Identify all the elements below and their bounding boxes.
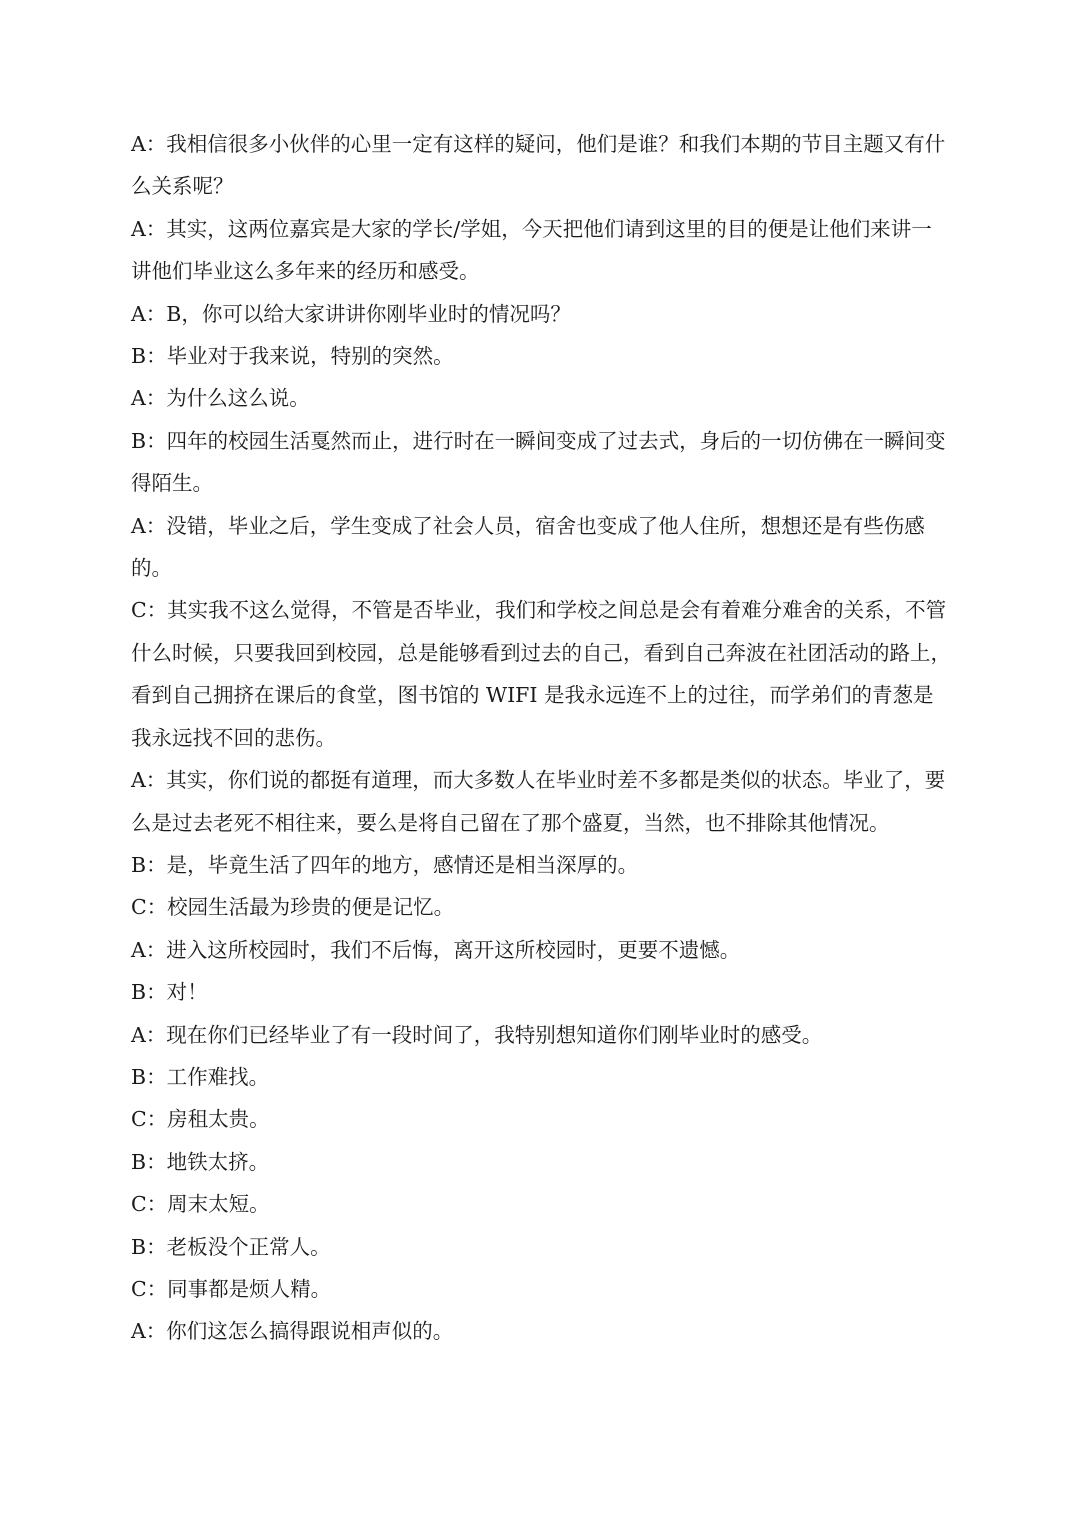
dialogue-line: A：你们这怎么搞得跟说相声似的。 bbox=[131, 1319, 454, 1344]
dialogue-body bbox=[131, 123, 951, 1353]
dialogue-line: C：同事都是烦人精。 bbox=[131, 1276, 332, 1301]
dialogue-line: A：现在你们已经毕业了有一段时间了，我特别想知道你们刚毕业时的感受。 bbox=[131, 1022, 823, 1047]
dialogue-line: A：其实，你们说的都挺有道理，而大多数人在毕业时差不多都是类似的状态。毕业了，要么是过去老死不相往来，要么是将自己留在了那个盛夏，当然，也不排除其他情况。 bbox=[131, 768, 946, 835]
dialogue-line: A：其实，这两位嘉宾是大家的学长/学姐，今天把他们请到这里的目的便是让他们来讲一讲他们毕业这么多年来的经历和感受。 bbox=[131, 216, 932, 284]
dialogue-line: A：没错，毕业之后，学生变成了社会人员，宿舍也变成了他人住所，想想还是有些伤感的。 bbox=[131, 513, 925, 581]
dialogue-line: B：四年的校园生活戛然而止，进行时在一瞬间变成了过去式，身后的一切仿佛在一瞬间变得陌生。 bbox=[131, 428, 946, 496]
dialogue-line: B：地铁太挤。 bbox=[131, 1149, 270, 1174]
dialogue-line: C：周末太短。 bbox=[131, 1192, 270, 1217]
dialogue-line: A：为什么这么说。 bbox=[131, 386, 310, 411]
dialogue-line: C：校园生活最为珍贵的便是记忆。 bbox=[131, 895, 455, 920]
dialogue-line: A：B，你可以给大家讲讲你刚毕业时的情况吗？ bbox=[131, 301, 571, 326]
dialogue-line: B：工作难找。 bbox=[131, 1064, 270, 1089]
dialogue-line: B：对！ bbox=[131, 980, 208, 1005]
dialogue-line: C：其实我不这么觉得，不管是否毕业，我们和学校之间总是会有着难分难舍的关系，不管什么时候，只要我回到校园，总是能够看到过去的自己，看到自己奔波在社团活动的路上，看到自己拥挤在课后的食堂，图书馆的 WIFI 是我永远连不上的过往，而学弟们的青葱是我永远找不回的悲伤。 bbox=[131, 598, 951, 750]
dialogue-line: B：是，毕竟生活了四年的地方，感情还是相当深厚的。 bbox=[131, 852, 639, 877]
dialogue-line: B：老板没个正常人。 bbox=[131, 1234, 331, 1259]
dialogue-line: B：毕业对于我来说，特别的突然。 bbox=[131, 344, 454, 369]
dialogue-line: A：进入这所校园时，我们不后悔，离开这所校园时，更要不遗憾。 bbox=[131, 937, 741, 962]
dialogue-line: A：我相信很多小伙伴的心里一定有这样的疑问，他们是谁？和我们本期的节目主题又有什么关系呢？ bbox=[131, 132, 946, 199]
dialogue-line: C：房租太贵。 bbox=[131, 1107, 270, 1132]
